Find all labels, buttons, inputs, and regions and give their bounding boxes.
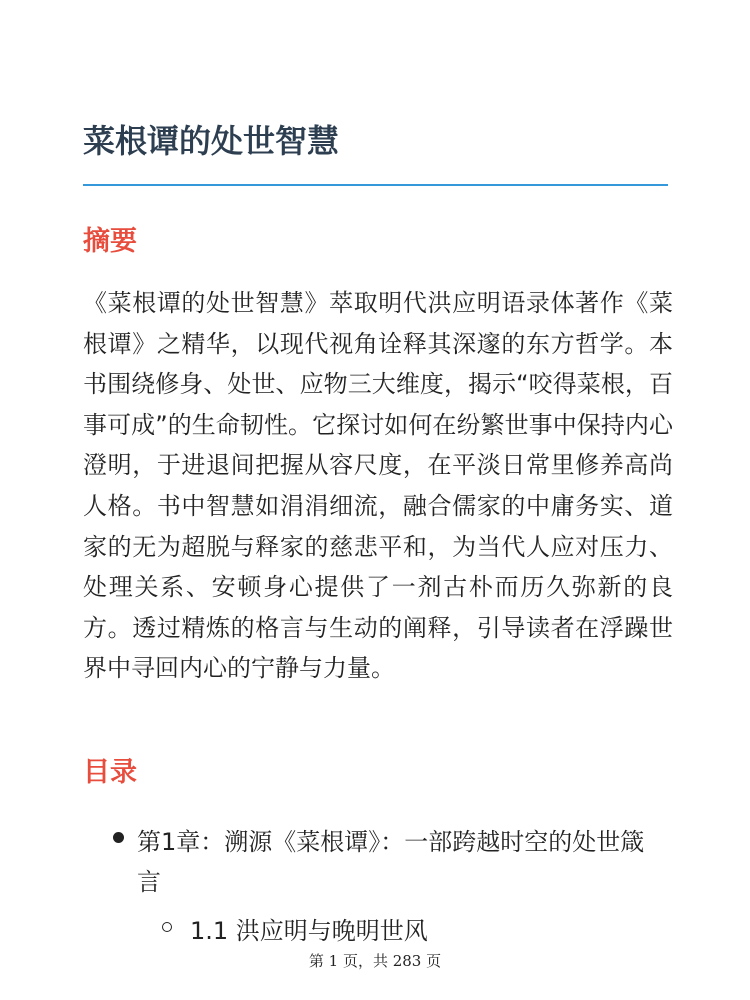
toc-item-label: 第1章：溯源《菜根谭》：一部跨越时空的处世箴言: [137, 828, 645, 896]
bullet-icon: [113, 832, 124, 843]
abstract-heading: 摘要: [83, 226, 137, 257]
toc-subitem-label: 1.1 洪应明与晚明世风: [190, 917, 428, 945]
title-divider: [83, 184, 668, 186]
toc-heading: 目录: [83, 757, 137, 788]
page-number-footer: 第 1 页，共 283 页: [308, 952, 442, 970]
document-title: 菜根谭的处世智慧: [83, 122, 340, 160]
abstract-text: 《菜根谭的处世智慧》萃取明代洪应明语录体著作《菜根谭》之精华，以现代视角诠释其深邃的东方哲学。本书围绕修身、处世、应物三大维度，揭示“咬得菜根，百事可成”的生命韧性。它探讨如何在纷繁世事中保持内心澄明，于进退间把握从容尺度，在平淡日常里修养高尚人格。书中智慧如涓涓细流，融合儒家的中庸务实、道家的无为超脱与释家的慈悲平和，为当代人应对压力、处理关系、安顿身心提供了一剂古朴而历久弥新的良方。透过精炼的格言与生动的阐释，引导读者在浮躁世界中寻回内心的宁静与力量。: [83, 289, 673, 683]
hollow-bullet-icon: [162, 922, 172, 932]
